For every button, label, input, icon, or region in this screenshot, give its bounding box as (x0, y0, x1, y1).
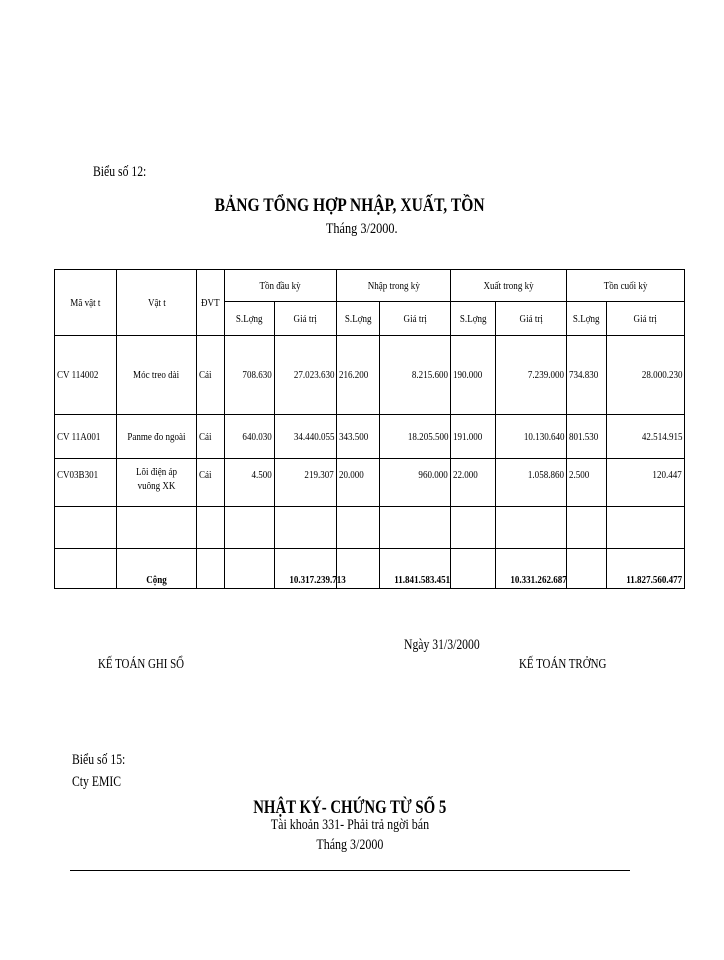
table-row-empty (55, 507, 685, 549)
item-name: Lõi điện áp vuông XK (117, 459, 197, 507)
sub-header-qty: S.Lợng (567, 302, 607, 336)
group-header-closing: Tồn cuối kỳ (567, 270, 685, 302)
signature-date: Ngày 31/3/2000 (404, 637, 480, 653)
group-header-opening: Tồn đầu kỳ (225, 270, 337, 302)
total-receipt-value: 11.841.583.451 (380, 549, 451, 589)
closing-value: 120.447 (607, 459, 685, 507)
sub-header-value: Giá trị (607, 302, 685, 336)
opening-qty: 640.030 (225, 415, 275, 459)
opening-value: 27.023.630 (275, 336, 337, 415)
col-header-item: Vật t (117, 270, 197, 336)
sub-header-qty: S.Lợng (451, 302, 496, 336)
journal-title: NHẬT KÝ- CHỨNG TỪ SỐ 5 (253, 797, 447, 818)
receipt-value: 18.205.500 (380, 415, 451, 459)
sub-header-value: Giá trị (380, 302, 451, 336)
signature-bookkeeper: KẾ TOÁN GHI SỔ (98, 657, 185, 672)
item-unit: Cái (197, 459, 225, 507)
group-header-issues: Xuất trong kỳ (451, 270, 567, 302)
closing-qty: 734.830 (567, 336, 607, 415)
item-code: CV 114002 (55, 336, 117, 415)
opening-value: 219.307 (275, 459, 337, 507)
col-header-code: Mã vật t (55, 270, 117, 336)
item-code: CV 11A001 (55, 415, 117, 459)
table-total-row (55, 549, 685, 589)
group-header-receipts: Nhập trong kỳ (337, 270, 451, 302)
issue-qty: 190.000 (451, 336, 496, 415)
total-issue-value: 10.331.262.687 (496, 549, 567, 589)
receipt-value: 960.000 (380, 459, 451, 507)
issue-value: 1.058.860 (496, 459, 567, 507)
issue-value: 10.130.640 (496, 415, 567, 459)
horizontal-rule (70, 870, 630, 871)
company-name: Cty EMIC (72, 774, 122, 790)
table-header-row (55, 270, 685, 302)
sub-header-qty: S.Lợng (225, 302, 275, 336)
total-opening-value: 10.317.239.713 (275, 549, 337, 589)
report-subtitle: Tháng 3/2000. (326, 221, 398, 237)
issue-qty: 22.000 (451, 459, 496, 507)
issue-qty: 191.000 (451, 415, 496, 459)
issue-value: 7.239.000 (496, 336, 567, 415)
total-label: Cộng (117, 549, 197, 589)
sub-header-value: Giá trị (275, 302, 337, 336)
closing-value: 28.000.230 (607, 336, 685, 415)
form-label-12: Biểu số 12: (93, 164, 147, 180)
opening-value: 34.440.055 (275, 415, 337, 459)
table-row (55, 415, 685, 459)
table-row (55, 336, 685, 415)
sub-header-value: Giá trị (496, 302, 567, 336)
closing-value: 42.514.915 (607, 415, 685, 459)
item-name: Móc treo dài (117, 336, 197, 415)
closing-qty: 801.530 (567, 415, 607, 459)
receipt-qty: 20.000 (337, 459, 380, 507)
total-closing-value: 11.827.560.477 (607, 549, 685, 589)
receipt-qty: 216.200 (337, 336, 380, 415)
journal-month: Tháng 3/2000 (316, 837, 384, 853)
sub-header-qty: S.Lợng (337, 302, 380, 336)
report-title: BẢNG TỔNG HỢP NHẬP, XUẤT, TỒN (215, 195, 485, 216)
item-unit: Cái (197, 415, 225, 459)
inventory-summary-table (54, 269, 685, 589)
item-unit: Cái (197, 336, 225, 415)
opening-qty: 4.500 (225, 459, 275, 507)
signature-chief-accountant: KẾ TOÁN TRỞNG (519, 657, 607, 672)
closing-qty: 2.500 (567, 459, 607, 507)
table-row (55, 459, 685, 507)
journal-account: Tài khoản 331- Phải trả ngời bán (270, 817, 430, 833)
form-label-15: Biểu số 15: (72, 752, 126, 768)
receipt-value: 8.215.600 (380, 336, 451, 415)
item-name: Panme đo ngoài (117, 415, 197, 459)
item-code: CV03B301 (55, 459, 117, 507)
receipt-qty: 343.500 (337, 415, 380, 459)
opening-qty: 708.630 (225, 336, 275, 415)
col-header-unit: ĐVT (197, 270, 225, 336)
